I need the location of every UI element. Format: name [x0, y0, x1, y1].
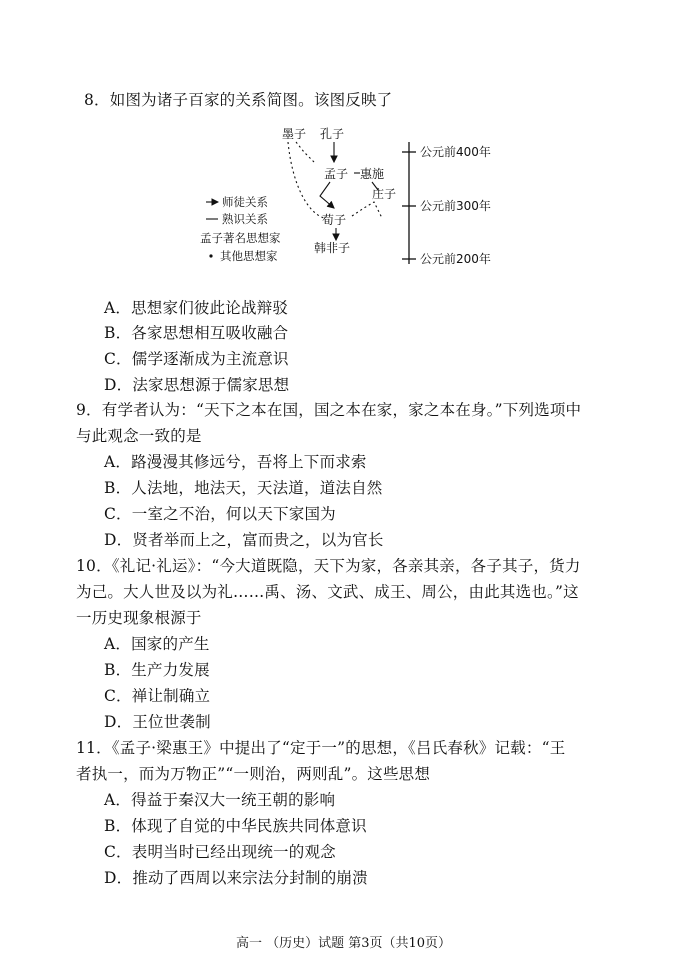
q9-option-b: B．人法地，地法天，天法道，道法自然	[104, 479, 383, 497]
q10-option-a: A．国家的产生	[104, 635, 210, 653]
name-hanfeizi: 韩非子	[314, 241, 351, 255]
timeline-label: 公元前400年	[420, 145, 491, 159]
q10-option-d: D．王位世袭制	[104, 713, 211, 731]
diagram-svg	[196, 122, 526, 272]
q10-option-b: B．生产力发展	[104, 661, 210, 679]
q11-option-b: B．体现了自觉的中华民族共同体意识	[104, 817, 367, 835]
name-kongzi: 孔子	[320, 127, 345, 141]
legend-acquaintance: 熟识关系	[222, 212, 268, 226]
q10-stem-line-3: 一历史现象根源于	[76, 609, 202, 627]
legend-famous-thinker: 孟子著名思想家	[200, 231, 281, 245]
name-mengzi: 孟子	[324, 167, 349, 181]
name-xunzi: 荀子	[322, 213, 347, 227]
q9-option-d: D．贤者举而上之，富而贵之，以为官长	[104, 531, 384, 549]
q10-stem-line-2: 为己。大人世及以为礼……禹、汤、文武、成王、周公，由此其选也。”这	[76, 583, 579, 601]
q11-option-d: D．推动了西周以来宗法分封制的崩溃	[104, 869, 368, 887]
edge-mengzi-xunzi	[320, 182, 334, 208]
q10-stem-line-1: 10．《礼记·礼运》：“今大道既隐，天下为家，各亲其亲，各子其子，货力	[76, 557, 581, 575]
legend-teacher-student: 师徒关系	[222, 195, 268, 209]
q8-stem: 8．如图为诸子百家的关系简图。该图反映了	[84, 91, 393, 109]
edge-xunzi-zhuangzi	[352, 202, 382, 218]
q11-stem-line-2: 者执一，而为万物正”“一则治，两则乱”。这些思想	[76, 765, 431, 783]
q8-relationship-diagram	[196, 122, 526, 272]
q9-option-a: A．路漫漫其修远兮，吾将上下而求索	[104, 453, 367, 471]
q9-stem-line-1: 9．有学者认为：“天下之本在国，国之本在家，家之本在身。”下列选项中	[76, 401, 582, 419]
legend-other-thinker: 其他思想家	[220, 249, 278, 263]
legend-dot	[209, 254, 212, 257]
timeline-label: 公元前200年	[420, 252, 491, 266]
q9-stem-line-2: 与此观念一致的是	[76, 427, 202, 445]
edge-mozi-mengzi	[296, 142, 314, 162]
q11-option-a: A．得益于秦汉大一统王朝的影响	[104, 791, 336, 809]
q10-option-c: C．禅让制确立	[104, 687, 211, 705]
q11-stem-line-1: 11．《孟子·梁惠王》中提出了“定于一”的思想，《吕氏春秋》记载：“王	[76, 739, 566, 757]
name-zhuangzi: 庄子	[372, 187, 397, 201]
q8-option-b: B．各家思想相互吸收融合	[104, 324, 289, 342]
timeline-label: 公元前300年	[420, 199, 491, 213]
q11-option-c: C．表明当时已经出现统一的观念	[104, 843, 336, 861]
name-huishi: 惠施	[360, 167, 385, 181]
q8-option-d: D．法家思想源于儒家思想	[104, 376, 290, 394]
page-footer: 高一 （历史）试题 第3页（共10页）	[235, 936, 452, 951]
q9-option-c: C．一室之不治，何以天下家国为	[104, 505, 336, 523]
name-mozi: 墨子	[282, 127, 307, 141]
q8-option-c: C．儒学逐渐成为主流意识	[104, 350, 289, 368]
q8-option-a: A．思想家们彼此论战辩驳	[104, 299, 289, 317]
